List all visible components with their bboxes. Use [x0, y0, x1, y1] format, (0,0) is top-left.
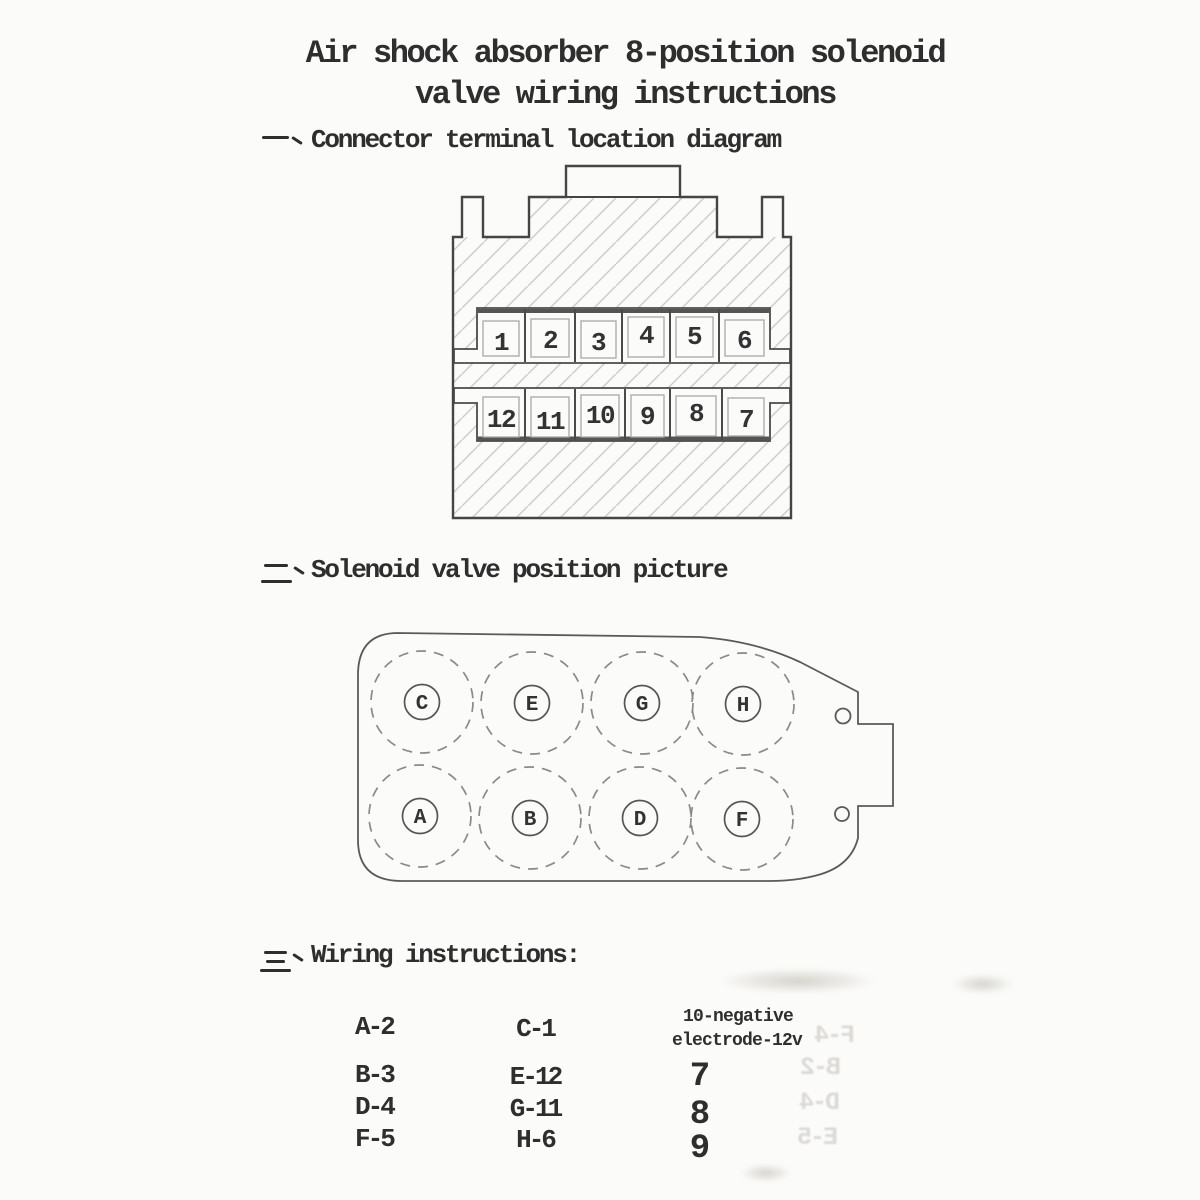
- terminal-10: 10: [585, 401, 615, 431]
- valve-port-H: H: [736, 695, 750, 718]
- bleed-through-text: B-2: [802, 1053, 842, 1082]
- terminal-5: 5: [686, 322, 702, 352]
- section-heading-3: Wiring instructions:: [311, 940, 580, 970]
- valve-port-C: C: [415, 693, 429, 716]
- page-title-line2: valve wiring instructions: [414, 76, 836, 113]
- cjk-two-stroke-top: [264, 564, 288, 567]
- print-through-smudge: [740, 1164, 792, 1182]
- terminal-6: 6: [736, 326, 752, 356]
- print-through-smudge: [952, 974, 1014, 994]
- valve-mount-hole-bottom: [835, 807, 849, 821]
- wiring-pair-D4: D-4: [355, 1092, 393, 1122]
- wiring-pair-H6: H-6: [516, 1125, 554, 1155]
- terminal-4: 4: [638, 321, 654, 351]
- terminal-2: 2: [542, 326, 558, 356]
- bleed-through-text: F-4: [816, 1021, 856, 1050]
- wiring-pair-B3: B-3: [355, 1060, 393, 1090]
- terminal-1: 1: [493, 328, 509, 358]
- negative-pin-8: 8: [689, 1096, 711, 1134]
- ideographic-comma: [291, 136, 303, 145]
- cjk-three-stroke-middle: [266, 960, 285, 963]
- valve-port-E: E: [525, 694, 539, 717]
- terminal-12: 12: [486, 405, 516, 435]
- cjk-three-stroke-top: [264, 951, 287, 954]
- valve-port-F: F: [735, 810, 749, 833]
- valve-mount-hole-top: [836, 709, 851, 724]
- valve-port-A: A: [413, 807, 427, 830]
- valve-body-outline: [358, 633, 893, 881]
- ideographic-comma: [292, 953, 304, 962]
- solenoid-valve-position-picture: [330, 595, 930, 925]
- wiring-pair-E12: E-12: [509, 1062, 561, 1092]
- negative-pin-9: 9: [689, 1130, 711, 1168]
- cjk-one-stroke: [262, 136, 289, 139]
- bleed-through-text: E-5: [799, 1123, 839, 1152]
- wiring-pair-G11: G-11: [509, 1094, 561, 1124]
- valve-port-D: D: [633, 809, 647, 832]
- negative-electrode-note-line1: 10-negative: [683, 1007, 794, 1027]
- terminal-9: 9: [639, 402, 655, 432]
- wiring-pair-C1: C-1: [516, 1014, 554, 1044]
- terminal-11: 11: [535, 407, 565, 437]
- wiring-pair-A2: A-2: [355, 1012, 393, 1042]
- section-heading-1: Connector terminal location diagram: [311, 125, 781, 155]
- valve-port-B: B: [523, 809, 537, 832]
- bleed-through-text: D-4: [801, 1088, 841, 1117]
- terminal-3: 3: [590, 328, 606, 358]
- negative-electrode-note-line2: electrode-12v: [672, 1031, 803, 1051]
- ideographic-comma: [293, 566, 305, 575]
- valve-port-G: G: [635, 694, 649, 717]
- cjk-two-stroke-bottom: [261, 580, 292, 583]
- negative-pin-7: 7: [689, 1058, 711, 1096]
- cjk-three-stroke-bottom: [260, 969, 291, 972]
- wiring-pair-F5: F-5: [355, 1124, 393, 1154]
- terminal-8: 8: [688, 399, 704, 429]
- print-through-smudge: [718, 968, 878, 994]
- terminal-7: 7: [738, 405, 754, 435]
- section-heading-2: Solenoid valve position picture: [311, 555, 727, 585]
- connector-terminal-diagram: [435, 148, 810, 543]
- page-title-line1: Air shock absorber 8-position solenoid: [305, 35, 945, 72]
